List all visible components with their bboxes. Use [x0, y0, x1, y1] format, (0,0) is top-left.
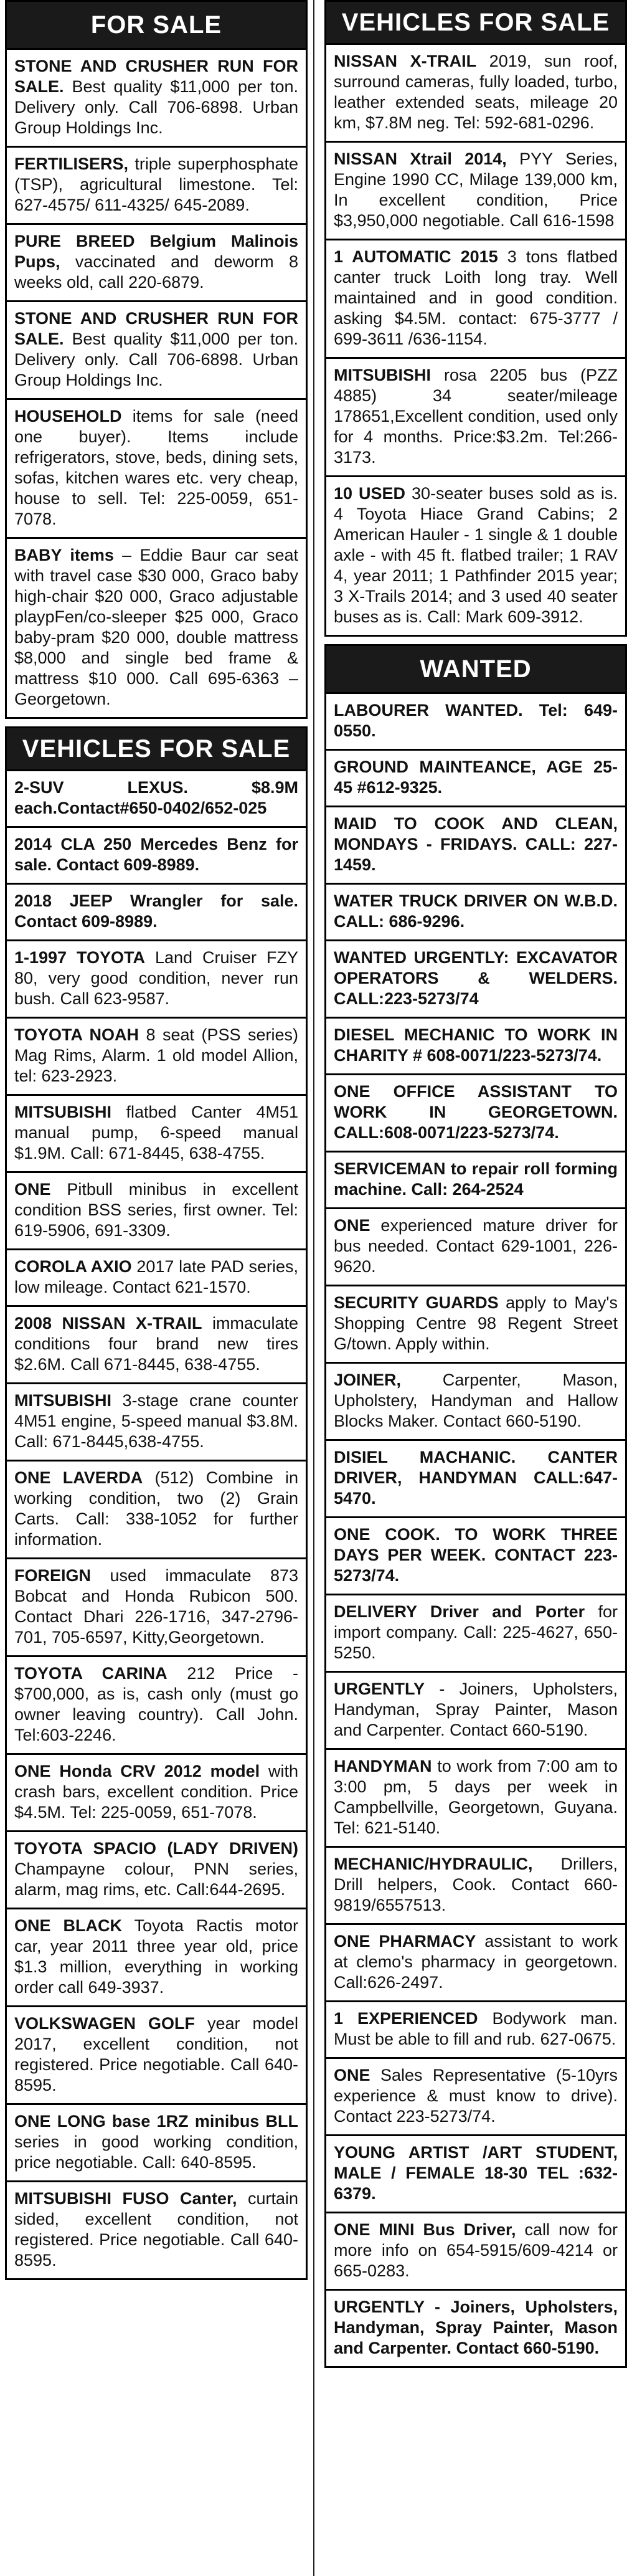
ad-body: to work from 7:00 am to 3:00 pm, 5 days per week in Campbellville, Georgetown, Guyana. Tel: 621-5140. [334, 1757, 618, 1837]
classified-ad [324, 807, 627, 885]
classified-ad [324, 45, 627, 143]
ad-body: call now for more info on 654-5915/609-4214 or 665-0283. [334, 2220, 618, 2280]
ad-lead: DISIEL MACHANIC. CANTER DRIVER, HANDYMAN CALL:647-5470. [334, 1448, 618, 1508]
classified-ad [5, 1096, 308, 1173]
ad-lead: TOYOTA SPACIO (LADY DRIVEN) [14, 1839, 298, 1858]
classified-ad [5, 941, 308, 1019]
classified-ad [5, 148, 308, 225]
classified-ad [324, 694, 627, 751]
ad-body: flatbed Canter 4M51 manual pump, 6-speed manual $1.9M. Call: 671-8445, 638-4755. [14, 1103, 298, 1162]
classified-ad [5, 302, 308, 400]
ad-body: rosa 2205 bus (PZZ 4885) 34 seater/mileage 178651,Excellent condition, used only for 4 months. Price:$3.2m. Tel:266-3173. [334, 366, 618, 467]
ad-lead: WATER TRUCK DRIVER ON W.B.D. CALL: 686-9296. [334, 891, 618, 931]
ad-body: apply to May's Shopping Centre 98 Regent Street G/town. Apply within. [334, 1293, 618, 1353]
section-header: WANTED [324, 644, 627, 694]
classified-ad [5, 1559, 308, 1657]
ad-lead: WANTED URGENTLY: EXCAVATOR OPERATORS & WELDERS. CALL:223-5273/74 [334, 948, 618, 1008]
ad-lead: VOLKSWAGEN GOLF [14, 2014, 195, 2033]
ad-lead: 1-1997 TOYOTA [14, 948, 146, 967]
classified-ad [324, 1848, 627, 1925]
classified-ad [5, 50, 308, 148]
ad-body: Best quality $11,000 per ton. Delivery only. Call 706-6898. Urban Group Holdings Inc. [14, 330, 298, 389]
ad-body: – Eddie Baur car seat with travel case $30 000, Graco baby high-chair $20 000, Graco adjustable playpFen/co-sleeper $25 000, Graco baby-pram $20 000, double mattress $8,000 and single bed frame & mattress $10 000. Call 695-6363 – Georgetown. [14, 546, 298, 708]
ad-lead: 1 EXPERIENCED [334, 2009, 478, 2028]
classified-ad [324, 477, 627, 637]
classified-ad [324, 751, 627, 807]
classified-ad [324, 240, 627, 359]
classified-ad [324, 1019, 627, 1075]
ad-body: Champayne colour, PNN series, alarm, mag rims, etc. Call:644-2695. [14, 1860, 298, 1899]
classified-ad [5, 828, 308, 885]
classified-ad [324, 1209, 627, 1286]
ad-lead: YOUNG ARTIST /ART STUDENT, MALE / FEMALE 18-30 TEL :632-6379. [334, 2143, 618, 2203]
classified-ad [5, 885, 308, 941]
ad-lead: MITSUBISHI [14, 1391, 112, 1410]
classified-ad [5, 771, 308, 828]
ad-body: 212 Price - $700,000, as is, cash only (must go owner leaving country). Call John. Tel:603-2246. [14, 1664, 298, 1744]
ad-body: (512) Combine in working condition, two (2) Grain Carts. Call: 338-1052 for further information. [14, 1468, 298, 1549]
ad-body: Best quality $11,000 per ton. Delivery only. Call 706-6898. Urban Group Holdings Inc. [14, 77, 298, 137]
ad-lead: ONE Honda CRV 2012 model [14, 1762, 260, 1780]
ad-lead: ONE [14, 1180, 51, 1199]
classified-ad [324, 941, 627, 1019]
classified-ad [324, 1925, 627, 2002]
left-column [5, 0, 308, 2280]
classified-ad [324, 2213, 627, 2291]
ad-lead: 2008 NISSAN X-TRAIL [14, 1314, 202, 1333]
classified-ad [5, 1832, 308, 1909]
ad-body: with crash bars, excellent condition. Price $4.5M. Tel: 225-0059, 651-7078. [14, 1762, 298, 1822]
classified-ad [5, 1250, 308, 1307]
ad-body: Sales Representative (5-10yrs experience & must know to drive). Contact 223-5273/74. [334, 2066, 618, 2126]
ad-lead: ONE BLACK [14, 1916, 122, 1935]
ad-lead: FOREIGN [14, 1566, 92, 1585]
ad-body: 8 seat (PSS series) Mag Rims, Alarm. 1 old model Allion, tel: 623-2923. [14, 1025, 298, 1085]
classified-ad [324, 885, 627, 941]
ad-lead: DELIVERY Driver and Porter [334, 1602, 585, 1621]
ad-lead: BABY items [14, 546, 114, 564]
ad-lead: ONE [334, 2066, 370, 2084]
classified-ad [324, 359, 627, 477]
ad-lead: NISSAN Xtrail 2014, [334, 150, 507, 168]
ad-lead: PURE BREED Belgium Malinois Pups, [14, 232, 298, 271]
ad-body: for import company. Call: 225-4627, 650-5250. [334, 1602, 618, 1662]
classified-ad [5, 2182, 308, 2280]
ad-lead: JOINER, [334, 1371, 402, 1389]
section-header: FOR SALE [5, 0, 308, 50]
classified-ad [5, 1307, 308, 1384]
classified-ad [324, 2136, 627, 2213]
ad-lead: LABOURER WANTED. Tel: 649-0550. [334, 701, 618, 740]
classified-ad [5, 1019, 308, 1096]
ad-lead: FERTILISERS, [14, 154, 129, 173]
ad-body: Carpenter, Mason, Upholstery, Handyman and Hallow Blocks Maker. Contact 660-5190. [334, 1371, 618, 1430]
ad-body: experienced mature driver for bus needed. Contact 629-1001, 226-9620. [334, 1216, 618, 1276]
ad-lead: HOUSEHOLD [14, 407, 122, 425]
ad-lead: 2018 JEEP Wrangler for sale. Contact 609-8989. [14, 891, 298, 931]
ad-lead: STONE AND CRUSHER RUN FOR SALE. [14, 309, 298, 348]
ad-body: items for sale (need one buyer). Items include refrigerators, stove, beds, dining sets, sofas, kitchen wares etc. very cheap, house to sell. Tel: 225-0059, 651-7078. [14, 407, 298, 528]
classified-ad [324, 2002, 627, 2059]
ad-lead: TOYOTA NOAH [14, 1025, 139, 1044]
ad-body: - Joiners, Upholsters, Handyman, Spray Painter, Mason and Carpenter. Contact 660-5190. [334, 1680, 618, 1739]
ad-lead: ONE [334, 1216, 370, 1235]
ad-lead: MECHANIC/HYDRAULIC, [334, 1855, 533, 1873]
ad-lead: HANDYMAN [334, 1757, 432, 1775]
ad-lead: 2014 CLA 250 Mercedes Benz for sale. Contact 609-8989. [14, 835, 298, 874]
classified-ad [324, 1750, 627, 1848]
vehicles-right-section [324, 0, 627, 637]
ad-lead: MITSUBISHI FUSO Canter, [14, 2189, 237, 2208]
ad-lead: 10 USED [334, 484, 406, 503]
ad-body: 2019, sun roof, surround cameras, fully loaded, turbo, leather extended seats, mileage 20 km, $7.8M neg. Tel: 592-681-0296. [334, 52, 618, 132]
ad-lead: MAID TO COOK AND CLEAN, MONDAYS - FRIDAYS. CALL: 227-1459. [334, 814, 618, 874]
ad-body: Bodywork man. Must be able to fill and rub. 627-0675. [334, 2009, 618, 2048]
classified-ad [5, 2007, 308, 2105]
classified-ad [5, 400, 308, 539]
classified-ad [324, 1673, 627, 1750]
ad-lead: DIESEL MECHANIC TO WORK IN CHARITY # 608-0071/223-5273/74. [334, 1025, 618, 1065]
ad-body: immaculate conditions four brand new tires $2.6M. Call 671-8445, 638-4755. [14, 1314, 298, 1374]
right-column [324, 0, 627, 2368]
ad-body: Pitbull minibus in excellent condition BSS series, first owner. Tel: 619-5906, 691-3309. [14, 1180, 298, 1240]
ad-body: 30-seater buses sold as is. 4 Toyota Hiace Grand Cabins; 2 American Hauler - 1 single & 1 double axle - with 45 ft. flatbed trailer; 1 RAV 4, year 2011; 1 Pathfinder 2015 year; 3 X-Trails 2014; and 3 used 40 seater buses as is. Call: Mark 609-3912. [334, 484, 618, 626]
classified-ad [5, 1755, 308, 1832]
classified-ad [324, 1286, 627, 1364]
ad-lead: ONE OFFICE ASSISTANT TO WORK IN GEORGETOWN. CALL:608-0071/223-5273/74. [334, 1082, 618, 1142]
classified-ad [324, 2291, 627, 2368]
ad-body: PYY Series, Engine 1990 CC, Milage 139,000 km, In excellent condition, Price $3,950,000 negotiable. Call 616-1598 [334, 150, 618, 230]
ad-lead: ONE LONG base 1RZ minibus BLL [14, 2112, 298, 2131]
ad-lead: TOYOTA CARINA [14, 1664, 167, 1683]
ad-lead: URGENTLY - Joiners, Upholsters, Handyman, Spray Painter, Mason and Carpenter. Contact 660-5190. [334, 2298, 618, 2357]
section-header: VEHICLES FOR SALE [5, 726, 308, 771]
classified-ad [324, 143, 627, 240]
ad-body: Toyota Ractis motor car, year 2011 three year old, price $1.3 million, everything in working order call 649-3937. [14, 1916, 298, 1997]
ad-body: used immaculate 873 Bobcat and Honda Rubicon 500. Contact Dhari 226-1716, 347-2796-701, 705-6597, Kitty,Georgetown. [14, 1566, 298, 1647]
ad-lead: GROUND MAINTEANCE, AGE 25-45 #612-9325. [334, 758, 618, 797]
ad-body: vaccinated and deworm 8 weeks old, call 220-6879. [14, 252, 298, 292]
classified-ad [5, 1657, 308, 1755]
ad-lead: SECURITY GUARDS [334, 1293, 499, 1312]
ad-lead: 2-SUV LEXUS. $8.9M each.Contact#650-0402/652-025 [14, 778, 298, 817]
ad-body: 3 tons flatbed canter truck Loith long tray. Well maintained and in good condition. asking $4.5M. contact: 675-3777 / 699-3611 /636-1154. [334, 247, 618, 348]
wanted-section [324, 644, 627, 2368]
ad-body: year model 2017, excellent condition, not registered. Price negotiable. Call 640-8595. [14, 2014, 298, 2094]
ad-lead: 1 AUTOMATIC 2015 [334, 247, 498, 266]
classified-ad [5, 1909, 308, 2007]
ad-lead: ONE LAVERDA [14, 1468, 143, 1487]
classified-ad [5, 1384, 308, 1461]
classified-ad [324, 1518, 627, 1595]
ad-lead: ONE COOK. TO WORK THREE DAYS PER WEEK. CONTACT 223-5273/74. [334, 1525, 618, 1585]
ad-lead: MITSUBISHI [334, 366, 432, 384]
for-sale-section [5, 0, 308, 719]
classified-ad [324, 2059, 627, 2136]
ad-lead: MITSUBISHI [14, 1103, 112, 1121]
ad-lead: ONE MINI Bus Driver, [334, 2220, 516, 2239]
section-header: VEHICLES FOR SALE [324, 0, 627, 45]
ad-lead: NISSAN X-TRAIL [334, 52, 477, 70]
ad-lead: URGENTLY [334, 1680, 425, 1698]
ad-lead: STONE AND CRUSHER RUN FOR SALE. [14, 57, 298, 96]
ad-body: triple superphosphate (TSP), agricultural limestone. Tel: 627-4575/ 611-4325/ 645-2089. [14, 154, 298, 214]
classified-ad [5, 1461, 308, 1559]
ad-body: Land Cruiser FZY 80, very good condition, never run bush. Call 623-9587. [14, 948, 299, 1008]
classified-ad [324, 1075, 627, 1153]
classified-ad [324, 1595, 627, 1673]
classified-ad [5, 539, 308, 719]
classified-ad [324, 1153, 627, 1209]
classified-ad [5, 2105, 308, 2182]
classified-ad [324, 1441, 627, 1518]
classified-ad [5, 1173, 308, 1250]
ad-body: 3-stage crane counter 4M51 engine, 5-speed manual $3.8M. Call: 671-8445,638-4755. [14, 1391, 298, 1451]
ad-lead: SERVICEMAN to repair roll forming machine. Call: 264-2524 [334, 1159, 618, 1199]
ad-body: series in good working condition, price negotiable. Call: 640-8595. [14, 2132, 298, 2172]
ad-body: 2017 late PAD series, low mileage. Contact 621-1570. [14, 1257, 298, 1296]
ad-body: assistant to work at clemo's pharmacy in georgetown. Call:626-2497. [334, 1932, 618, 1992]
column-divider [313, 0, 314, 2576]
ad-body: curtain sided, excellent condition, not registered. Price negotiable. Call 640-8595. [14, 2189, 298, 2269]
ad-lead: ONE PHARMACY [334, 1932, 476, 1951]
ad-body: Drillers, Drill helpers, Cook. Contact 660-9819/6557513. [334, 1855, 618, 1914]
classified-ad [5, 225, 308, 302]
ad-lead: COROLA AXIO [14, 1257, 132, 1276]
classified-ad [324, 1364, 627, 1441]
vehicles-left-section [5, 726, 308, 2280]
